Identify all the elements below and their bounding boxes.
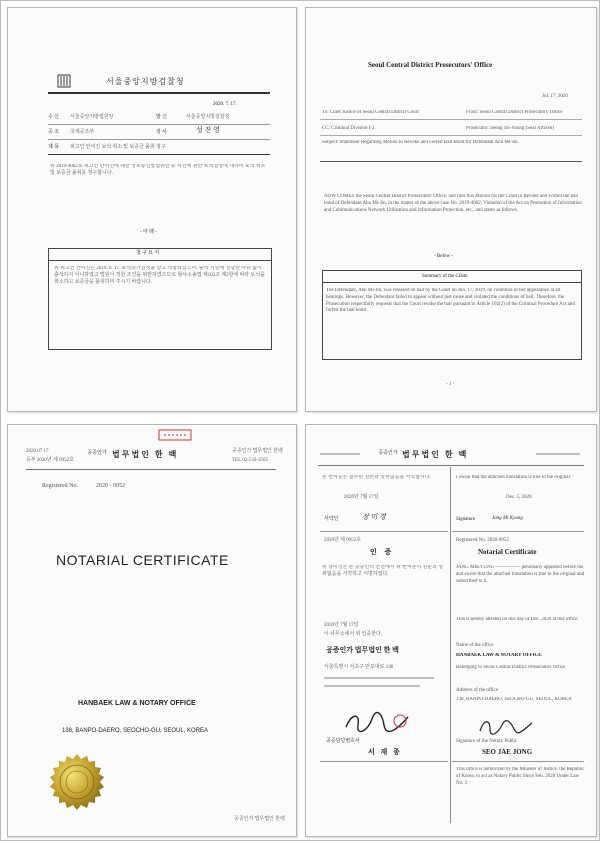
sender-value: 서울중앙지방검찰청 [186, 115, 230, 120]
gold-seal-icon [48, 753, 106, 811]
certificate-title: NOTARIAL CERTIFICATE [56, 552, 229, 568]
cover-date: 2020 07 17 [26, 449, 49, 454]
summary-text: The Defendant, Ahn Mi-Jin, was released on bail by the Court on Jun. 17, 2019, on condition of her appearance at all hearings. However, the Defendant failed to appear without just cause and violated the conditions of bail. Therefore, the Prosecution respectfully requests that the Court revoke the bail pursuant to Article 102(2) of the Criminal Procedure Act and forfeit the bail bond. [326, 288, 575, 314]
subject-value: 피고인 안미진 보석 취소 및 보증금 몰취 청구 [70, 145, 166, 150]
right-notary-desc: This office is authorized by the Minister of Justice, the Republic of Korea, to act as Notary Public Since Feb. 2020 Under Law No. 3 [456, 767, 585, 786]
document-date: Jul. 17, 2020 [542, 94, 568, 99]
summary-heading: Summary of the Claim [422, 274, 468, 279]
cover-footer: 공증인가 법무법인 한백 [234, 817, 285, 822]
case-value: 국제공조부 [70, 130, 95, 135]
office-name: 서울중앙지방검찰청 [106, 77, 185, 86]
prosecutor-signature: 성 진 영 [196, 126, 220, 134]
right-reg-no: Registered No. 2020-0952 [456, 538, 509, 543]
cover-top-right-1: 공증인가 법무법인 한백 [232, 449, 283, 454]
cover-reg-korean: 등부 2020년 제 0952호 [26, 458, 74, 463]
recipient-label: 수 신 [48, 115, 59, 120]
section-mark: - Below - [434, 254, 453, 259]
office-address: 138, BANPO-DAERO, SEOCHO-GU, SEOUL, KOREA [62, 728, 209, 734]
right-statement: I swear that the attached translation is true to the original. [456, 475, 572, 480]
left-notary-title: 공증담당변호사 [326, 739, 360, 744]
request-heading: 청 구 요 지 [136, 251, 160, 256]
page-korean-prosecutor-letter [7, 7, 297, 412]
to-line: To: Chief Justice of Seoul Central District Court [322, 110, 419, 115]
left-date: 2020년 7월 17일 [324, 623, 359, 628]
cc-line: CC: Criminal Division I-2 [322, 126, 375, 131]
firm-name-korean: 법무법인 한 백 [402, 450, 469, 459]
left-signer-signature: 장 미 경 [362, 513, 386, 521]
prosecutor-emblem-icon [57, 74, 71, 88]
right-belonging: Belonging to Seoul Central District Prosecutors Office [456, 665, 566, 670]
left-statement: 본 번역문은 첨부된 원본과 상위없음을 서약합니다. [322, 475, 431, 480]
page-notarial-detail [305, 424, 597, 837]
document-date: 2020. 7. 17. [213, 102, 237, 107]
right-title: Notarial Certificate [478, 548, 537, 556]
right-office: HANBAEK LAW & NOTARY OFFICE [456, 653, 542, 658]
notary-english-signature-icon [476, 717, 536, 737]
left-office: 공증인가 법무법인 한 백 [326, 646, 399, 654]
left-notary-name: 서 재 종 [368, 748, 402, 756]
registration-stamp-icon [158, 429, 192, 441]
right-address: 138, BANPO-DAERO, SEOCHO-GU, SEOUL, KOREA [456, 697, 572, 702]
left-address: 서울특별시 서초구 반포대로 138 [324, 665, 394, 670]
recipient-value: 서울중앙지방법원장 [70, 115, 114, 120]
page-english-translation [305, 7, 597, 412]
case-label: 공 조 [48, 130, 59, 135]
registered-number: 2020 - 0952 [96, 483, 125, 489]
firm-name-korean: 법무법인 한 백 [112, 450, 179, 459]
right-signature-label: Signature of the Notary Public [456, 739, 518, 744]
right-sig-name: Jang Mi Kyung [492, 516, 523, 521]
right-body: JANG MIKYUNG ————— personally appeared before me, and swore that the attached translation is true to the original and subscribed to it. [456, 565, 585, 584]
body-paragraph: NOW COMES the Seoul Central District Prosecutors' Office, and files this Motion for the Court to Revoke and Forfeit the bail bond of Defendant Ahn Mi-Jin, in the matter of the above case No. 2019-4062, Violation of the Act on Promotion of Information and Communications Network Utilization and Information Protection, etc., and states as follows. [324, 194, 582, 213]
firm-label-top: 공증인가 [87, 451, 107, 456]
left-title: 인 증 [370, 548, 395, 556]
left-signer-label: 서약인 [324, 517, 339, 522]
notary-signature-icon [342, 709, 412, 735]
office-header: Seoul Central District Prosecutors' Office [368, 61, 493, 69]
left-statement-date: 2020년 7월 17일 [344, 495, 379, 500]
right-sig-label: Signature [456, 517, 476, 522]
left-body: 위 장미경은 본 공증인의 면전에서 위 번역문이 원문과 상위없음을 서약하고 서명하였다. [322, 565, 444, 577]
sender-label: 발 신 [156, 115, 167, 120]
right-attest-date: This is hereby attested on this day of Dec. 2020 at this office. [456, 617, 579, 622]
page-number: - 1 - [446, 382, 455, 387]
registered-label: Registered No. [42, 483, 78, 489]
left-place: 이 사무소에서 위 인증한다. [324, 632, 383, 637]
request-text: 위 피고인 안미진은 2019. 6. 17. 보석허가결정을 받고 석방되었으나, 출석 기일에 정당한 사유 없이 출석하지 아니하였고 법원이 정한 조건을 위반하였으므로 형사소송법 제102조 제2항에 따라 보석을 취소하고 보증금을 몰취하여 주시기 바랍니다. [54, 266, 265, 285]
left-reg-no: 2020년 제 0952호 [324, 538, 361, 543]
right-address-label: Address of the office [456, 688, 498, 693]
firm-label-top: 공증인가 [378, 451, 398, 456]
prosecutor-label: 검 사 [156, 130, 167, 135]
prosecutor-line: Prosecutor: Seong Jin-Young (Seal Affixed) [466, 126, 555, 131]
subject-line: Subject: Statement Regarding Motion to Revoke and Forfeit Bail Bond for Defendant Ahn Mi-Jin [322, 140, 518, 145]
from-line: From: Seoul Central District Prosecutors' Office [466, 110, 563, 115]
cover-top-right-2: TEL 02-532-3505 [232, 458, 269, 463]
right-statement-date: Dec. 5, 2020 [506, 495, 532, 500]
body-paragraph: 위 2019-4062호 피고인 안미진에 대한 정보통신망법위반 등 사건에 관한 보석결정에 대하여 보석 취소 및 보증금 몰취를 청구합니다. [50, 164, 266, 176]
page-notarial-cover [7, 424, 297, 837]
subject-label: 제 목 [48, 145, 59, 150]
office-name: HANBAEK LAW & NOTARY OFFICE [78, 700, 196, 707]
right-notary-name: SEO JAE JONG [482, 748, 533, 756]
section-mark: - 아 래 - [140, 230, 157, 235]
right-office-label: Name of the office [456, 643, 494, 648]
